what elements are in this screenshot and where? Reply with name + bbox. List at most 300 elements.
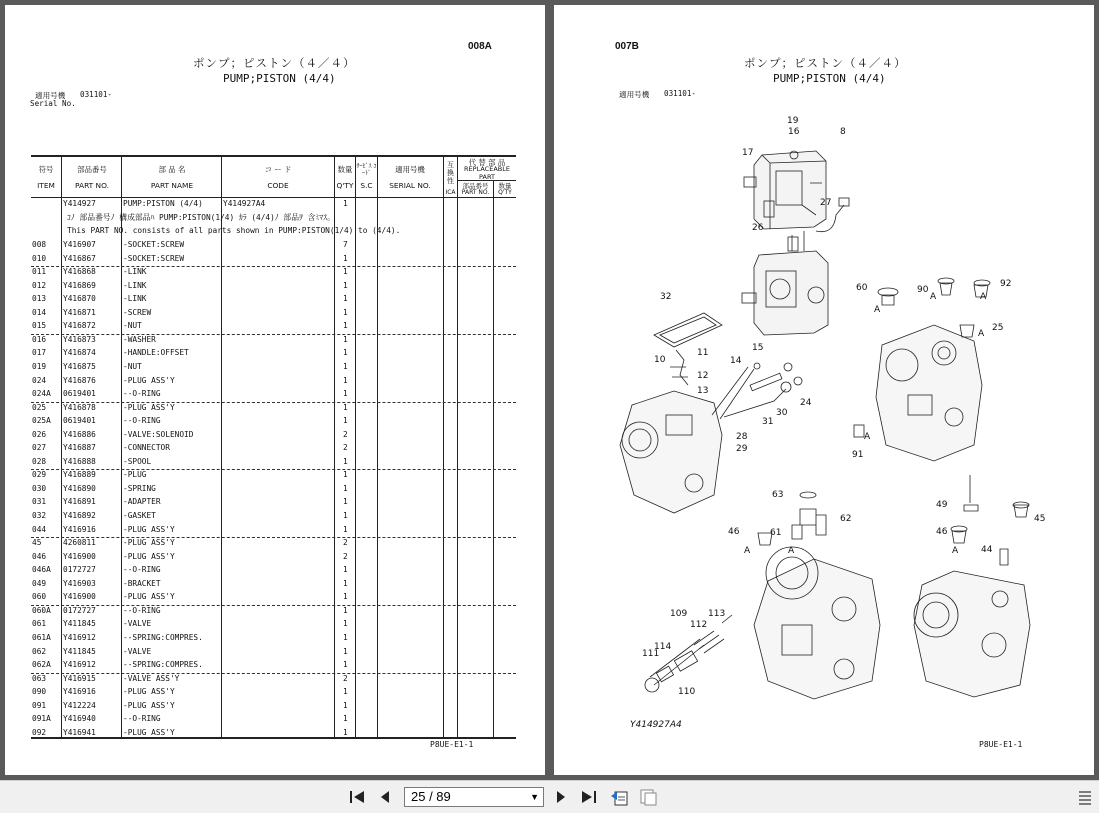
callout-10: 10	[654, 355, 666, 365]
callout-27: 27	[820, 198, 832, 208]
part-no-cell: Y416870	[63, 294, 96, 304]
item-cell: 062	[32, 646, 47, 656]
prev-page-icon	[378, 789, 392, 805]
note-row-en	[5, 226, 545, 239]
part-name-cell: --O-RING	[123, 605, 161, 615]
item-cell: 017	[32, 348, 47, 358]
part-no-cell: Y416868	[63, 267, 96, 277]
callout-44: 44	[981, 545, 993, 555]
part-no-cell: 0172727	[63, 605, 96, 615]
table-row	[5, 552, 545, 565]
part-no-cell: Y416900	[63, 551, 96, 561]
part-name-cell: -VALVE ASS'Y	[123, 673, 180, 683]
qty-cell: 1	[343, 497, 348, 507]
part-name-cell: --O-RING	[123, 416, 161, 426]
part-no-cell: Y416892	[63, 511, 96, 520]
item-cell: 030	[32, 483, 47, 493]
go-to-view-button[interactable]	[608, 787, 630, 807]
table-row	[5, 674, 545, 687]
view-letter-a: A	[980, 292, 987, 302]
group-divider	[31, 266, 516, 267]
item-cell: 016	[32, 334, 47, 344]
qty-cell: 1	[343, 307, 348, 317]
qty-cell: 1	[343, 619, 348, 629]
part-no-cell: Y416874	[63, 348, 96, 358]
qty-cell: 1	[343, 646, 348, 656]
part-name-cell: -VALVE	[123, 619, 152, 629]
part-name-cell: -ADAPTER	[123, 497, 161, 507]
group-divider	[31, 469, 516, 470]
part-no-cell: Y411845	[63, 646, 96, 656]
table-row	[5, 511, 545, 524]
item-cell: 011	[32, 267, 47, 277]
part-name-cell: -PLUG ASS'Y	[123, 700, 175, 710]
callout-62: 62	[840, 514, 852, 524]
fit-page-icon	[638, 788, 658, 806]
header-item-jp: 符号	[38, 165, 54, 174]
serial-value: 031101-	[664, 89, 697, 98]
part-no-cell: Y416941	[63, 727, 96, 737]
header-partno-en: PART NO.	[75, 181, 109, 190]
view-letter-a: A	[864, 432, 871, 442]
valve-block-drawing	[742, 151, 849, 335]
item-cell: 062A	[32, 660, 51, 670]
header-repl-qty-en: Q'TY	[498, 189, 512, 196]
qty-cell: 1	[343, 511, 348, 520]
qty-cell: 1	[343, 565, 348, 575]
table-row	[5, 348, 545, 361]
view-letter-a: A	[874, 305, 881, 315]
group-divider	[31, 402, 516, 403]
part-name-cell: --SPRING:COMPRES.	[123, 632, 203, 642]
part-no-cell: Y411845	[63, 619, 96, 629]
table-row	[5, 362, 545, 375]
header-serial-jp: 適用号機	[395, 165, 425, 174]
callout-29: 29	[736, 444, 748, 454]
qty-cell: 1	[343, 348, 348, 358]
part-name-cell: -NUT	[123, 321, 142, 331]
header-partname-jp: 部 品 名	[158, 165, 186, 174]
serial-label-en: Serial No.	[30, 99, 76, 108]
chevron-down-icon: ▼	[530, 792, 539, 802]
part-name-cell: --O-RING	[123, 565, 161, 575]
item-cell: 010	[32, 253, 47, 263]
item-cell: 063	[32, 673, 47, 683]
part-no-cell: Y416916	[63, 524, 96, 534]
callout-91: 91	[852, 450, 864, 460]
table-row	[5, 389, 545, 402]
table-row	[5, 728, 545, 741]
exploded-parts-diagram	[554, 5, 1094, 775]
header-repl-partno-jp: 部品番号	[462, 182, 489, 190]
view-letter-a: A	[978, 329, 985, 339]
qty-cell: 1	[343, 483, 348, 493]
header-code-en: CODE	[267, 181, 289, 190]
part-no-cell: Y416878	[63, 402, 96, 412]
note-jp: ｺﾉ 部品番号ﾉ 構成部品ﾊ PUMP:PISTON(1/4) ｶﾗ (4/4)ﾉ 部品ｦ 含ﾐﾏｽ｡	[67, 213, 331, 222]
table-row	[5, 538, 545, 551]
table-row	[5, 484, 545, 497]
part-no-cell: Y416903	[63, 578, 96, 588]
item-cell: 008	[32, 240, 47, 249]
next-page-icon	[554, 789, 568, 805]
table-row	[5, 321, 545, 334]
item-cell: 013	[32, 294, 47, 304]
qty-cell: 1	[343, 632, 348, 642]
part-no-cell: Y416886	[63, 429, 96, 439]
table-row	[5, 308, 545, 321]
item-cell: 015	[32, 321, 47, 331]
callout-26: 26	[752, 223, 764, 233]
last-page-button[interactable]	[578, 787, 600, 807]
part-no-cell: Y416907	[63, 240, 96, 249]
table-row	[5, 254, 545, 267]
table-row	[5, 633, 545, 646]
header-ica-en: ICA	[445, 189, 456, 196]
callout-111: 111	[642, 649, 660, 659]
callout-112: 112	[690, 620, 708, 630]
part-name-cell: -LINK	[123, 280, 147, 290]
callout-113: 113	[708, 609, 726, 619]
part-name-cell: -PLUG ASS'Y	[123, 402, 175, 412]
group-divider	[31, 673, 516, 674]
part-no-cell: Y412224	[63, 700, 96, 710]
header-qty-jp: 数量	[337, 165, 353, 174]
header-repl-qty-jp: 数量	[498, 182, 512, 190]
part-no-cell: Y416916	[63, 687, 96, 697]
part-name-cell: -PLUG ASS'Y	[123, 538, 175, 548]
item-cell: 031	[32, 497, 47, 507]
table-row	[5, 525, 545, 538]
table-row	[5, 565, 545, 578]
callout-92: 92	[1000, 279, 1012, 289]
qty-cell: 1	[343, 578, 348, 588]
item-cell: 092	[32, 727, 47, 737]
part-name-cell: -PLUG ASS'Y	[123, 551, 175, 561]
callout-8: 8	[840, 127, 846, 137]
last-page-icon	[580, 789, 598, 805]
item-cell: 060A	[32, 605, 51, 615]
header-partno-jp: 部品番号	[77, 165, 107, 174]
group-divider	[31, 605, 516, 606]
part-name-cell: -HANDLE:OFFSET	[123, 348, 189, 358]
page-title-en: PUMP;PISTON (4/4)	[223, 72, 336, 85]
qty-cell: 1	[343, 470, 348, 480]
part-name-cell: -PLUG ASS'Y	[123, 524, 175, 534]
item-cell: 090	[32, 687, 47, 697]
part-name-cell: -PLUG ASS'Y	[123, 687, 175, 697]
qty-cell: 1	[343, 267, 348, 277]
header-qty-en: Q'TY	[336, 181, 354, 190]
callout-24: 24	[800, 398, 812, 408]
item-cell: 024	[32, 375, 47, 385]
part-name-cell: -CONNECTOR	[123, 443, 170, 453]
qty-cell: 1	[343, 294, 348, 304]
item-cell: 026	[32, 429, 47, 439]
qty-cell: 1	[343, 253, 348, 263]
header-ica-jp: 互換性	[447, 161, 454, 185]
part-name-cell: -LINK	[123, 267, 147, 277]
part-name-cell: -SCREW	[123, 307, 152, 317]
item-cell: 025	[32, 402, 47, 412]
qty-cell: 1	[343, 524, 348, 534]
left-page	[5, 5, 545, 775]
lower-right-housing-drawing	[914, 475, 1030, 697]
part-name-cell: -WASHER	[123, 334, 156, 344]
serial-label-jp: 適用号機	[35, 91, 66, 100]
header-sc-jp: ｻｰﾋﾞｽ ｺｰﾄﾞ	[356, 163, 377, 177]
callout-25: 25	[992, 323, 1004, 333]
header-serial-en: SERIAL NO.	[389, 181, 431, 190]
callout-17: 17	[742, 148, 754, 158]
page-code: 007B	[615, 41, 639, 52]
table-row	[5, 619, 545, 632]
part-name-cell: -SPRING	[123, 483, 156, 493]
table-row	[5, 470, 545, 483]
callout-90: 90	[917, 285, 929, 295]
part-name-cell: -SPOOL	[123, 456, 152, 466]
table-row	[5, 430, 545, 443]
table-row	[5, 267, 545, 280]
part-no-cell: 4260811	[63, 538, 96, 548]
qty-cell: 1	[343, 416, 348, 426]
table-row	[5, 647, 545, 660]
view-letter-a: A	[744, 546, 751, 556]
table-row	[5, 240, 545, 253]
table-row	[5, 579, 545, 592]
part-no-cell: Y416876	[63, 375, 96, 385]
callout-13: 13	[697, 386, 709, 396]
part-no-cell: Y416940	[63, 714, 96, 724]
item-cell: 025A	[32, 416, 51, 426]
table-row	[5, 457, 545, 470]
table-row	[5, 443, 545, 456]
qty-cell: 2	[343, 443, 348, 453]
item-cell: 046	[32, 551, 47, 561]
assembly-part-no: Y414927	[63, 199, 96, 208]
item-cell: 091	[32, 700, 47, 710]
part-name-cell: --O-RING	[123, 389, 161, 399]
part-no-cell: Y416888	[63, 456, 96, 466]
item-cell: 049	[32, 578, 47, 588]
header-repl-en: REPLACEABLE PART	[464, 165, 510, 181]
assembly-name: PUMP:PISTON (4/4)	[123, 199, 203, 208]
page-footer: P8UE-E1-1	[979, 740, 1023, 749]
item-cell: 012	[32, 280, 47, 290]
qty-cell: 1	[343, 700, 348, 710]
view-letter-a: A	[788, 546, 795, 556]
grip-button[interactable]	[1074, 787, 1096, 807]
part-no-cell: 0619401	[63, 416, 96, 426]
callout-16: 16	[788, 127, 800, 137]
callout-60: 60	[856, 283, 868, 293]
part-no-cell: Y416912	[63, 632, 96, 642]
part-no-cell: Y416915	[63, 673, 96, 683]
right-page	[554, 5, 1094, 775]
table-row	[5, 294, 545, 307]
part-name-cell: -VALVE:SOLENOID	[123, 429, 194, 439]
grip-icon	[1077, 789, 1093, 805]
part-no-cell: Y416912	[63, 660, 96, 670]
table-row	[5, 376, 545, 389]
callout-11: 11	[697, 348, 709, 358]
view-letter-a: A	[952, 546, 959, 556]
part-name-cell: -SOCKET:SCREW	[123, 253, 185, 263]
part-no-cell: Y416887	[63, 443, 96, 453]
item-cell: 029	[32, 470, 47, 480]
qty-cell: 1	[343, 592, 348, 602]
item-cell: 046A	[32, 565, 51, 575]
page-number-select[interactable]	[404, 787, 544, 807]
note-row-jp	[5, 212, 545, 225]
qty-cell: 1	[343, 687, 348, 697]
part-no-cell: Y416869	[63, 280, 96, 290]
header-item-en: ITEM	[37, 181, 55, 190]
assembly-row	[5, 199, 545, 212]
qty-cell: 1	[343, 321, 348, 331]
callout-61: 61	[770, 528, 782, 538]
callout-46: 46	[728, 527, 740, 537]
item-cell: 061	[32, 619, 47, 629]
qty-cell: 1	[343, 660, 348, 670]
first-page-button[interactable]	[346, 787, 368, 807]
item-cell: 091A	[32, 714, 51, 724]
group-divider	[31, 537, 516, 538]
serial-label-jp: 適用号機	[619, 90, 650, 99]
part-name-cell: --O-RING	[123, 714, 161, 724]
callout-63: 63	[772, 490, 784, 500]
qty-cell: 1	[343, 714, 348, 724]
callout-15: 15	[752, 343, 764, 353]
page-indicator: 25 / 89	[411, 789, 451, 804]
part-no-cell: Y416872	[63, 321, 96, 331]
header-partname-en: PART NAME	[150, 181, 194, 190]
first-page-icon	[348, 789, 366, 805]
item-cell: 032	[32, 511, 47, 520]
header-repl-partno-en: PART NO.	[461, 189, 490, 196]
part-name-cell: -PLUG ASS'Y	[123, 375, 175, 385]
part-no-cell: Y416889	[63, 470, 96, 480]
item-cell: 027	[32, 443, 47, 453]
part-name-cell: -LINK	[123, 294, 147, 304]
fit-page-button[interactable]	[637, 787, 659, 807]
callout-109: 109	[670, 609, 688, 619]
header-sc-en: S.C	[360, 181, 373, 190]
item-cell: 060	[32, 592, 47, 602]
callout-12: 12	[697, 371, 709, 381]
item-cell: 061A	[32, 632, 51, 642]
part-name-cell: --SPRING:COMPRES.	[123, 660, 203, 670]
qty-cell: 7	[343, 240, 348, 249]
table-row	[5, 592, 545, 605]
drawing-id: Y414927A4	[630, 720, 682, 730]
part-no-cell: 0619401	[63, 389, 96, 399]
part-name-cell: -PLUG ASS'Y	[123, 727, 175, 737]
callout-19: 19	[787, 116, 799, 126]
view-letter-a: A	[930, 292, 937, 302]
table-row	[5, 335, 545, 348]
part-name-cell: -BRACKET	[123, 578, 161, 588]
table-row	[5, 497, 545, 510]
callout-114: 114	[654, 642, 672, 652]
callout-30: 30	[776, 408, 788, 418]
part-no-cell: Y416867	[63, 253, 96, 263]
qty-cell: 1	[343, 605, 348, 615]
part-no-cell: Y416891	[63, 497, 96, 507]
callout-46b: 46	[936, 527, 948, 537]
table-row	[5, 687, 545, 700]
prev-page-button[interactable]	[374, 787, 396, 807]
part-no-cell: Y416871	[63, 307, 96, 317]
table-row	[5, 403, 545, 416]
go-to-view-icon	[609, 788, 629, 806]
part-name-cell: -GASKET	[123, 511, 156, 520]
part-name-cell: -NUT	[123, 361, 142, 371]
item-cell: 019	[32, 361, 47, 371]
callout-49: 49	[936, 500, 948, 510]
table-row	[5, 281, 545, 294]
assembly-qty: 1	[343, 199, 348, 208]
table-row	[5, 714, 545, 727]
next-page-button[interactable]	[550, 787, 572, 807]
left-housing-drawing	[620, 313, 802, 513]
qty-cell: 2	[343, 538, 348, 548]
callout-31: 31	[762, 417, 774, 427]
assembly-code: Y414927A4	[223, 199, 266, 208]
page-title-en: PUMP;PISTON (4/4)	[773, 72, 886, 85]
part-name-cell: -PLUG ASS'Y	[123, 592, 175, 602]
item-cell: 014	[32, 307, 47, 317]
qty-cell: 1	[343, 334, 348, 344]
callout-45: 45	[1034, 514, 1046, 524]
part-no-cell: Y416875	[63, 361, 96, 371]
qty-cell: 1	[343, 402, 348, 412]
page-footer: P8UE-E1-1	[430, 740, 474, 749]
part-no-cell: Y416900	[63, 592, 96, 602]
qty-cell: 2	[343, 551, 348, 561]
part-no-cell: Y416890	[63, 483, 96, 493]
callout-14: 14	[730, 356, 742, 366]
item-cell: 044	[32, 524, 47, 534]
qty-cell: 2	[343, 429, 348, 439]
qty-cell: 1	[343, 361, 348, 371]
table-row	[5, 416, 545, 429]
table-row	[5, 701, 545, 714]
callout-110: 110	[678, 687, 696, 697]
qty-cell: 1	[343, 280, 348, 290]
header-repl-jp: 代 替 部 品	[468, 158, 506, 167]
qty-cell: 1	[343, 727, 348, 737]
table-row	[5, 660, 545, 673]
part-no-cell: 0172727	[63, 565, 96, 575]
part-name-cell: -VALVE	[123, 646, 152, 656]
callout-28: 28	[736, 432, 748, 442]
qty-cell: 2	[343, 673, 348, 683]
group-divider	[31, 334, 516, 335]
qty-cell: 1	[343, 389, 348, 399]
qty-cell: 1	[343, 456, 348, 466]
callout-32: 32	[660, 292, 672, 302]
qty-cell: 1	[343, 375, 348, 385]
part-name-cell: -SOCKET:SCREW	[123, 240, 185, 249]
navigation-toolbar	[0, 780, 1099, 813]
part-name-cell: -PLUG	[123, 470, 147, 480]
item-cell: 028	[32, 456, 47, 466]
header-code-jp: コ ー ド	[264, 165, 292, 174]
item-cell: 45	[32, 538, 42, 548]
table-row	[5, 606, 545, 619]
part-no-cell: Y416873	[63, 334, 96, 344]
